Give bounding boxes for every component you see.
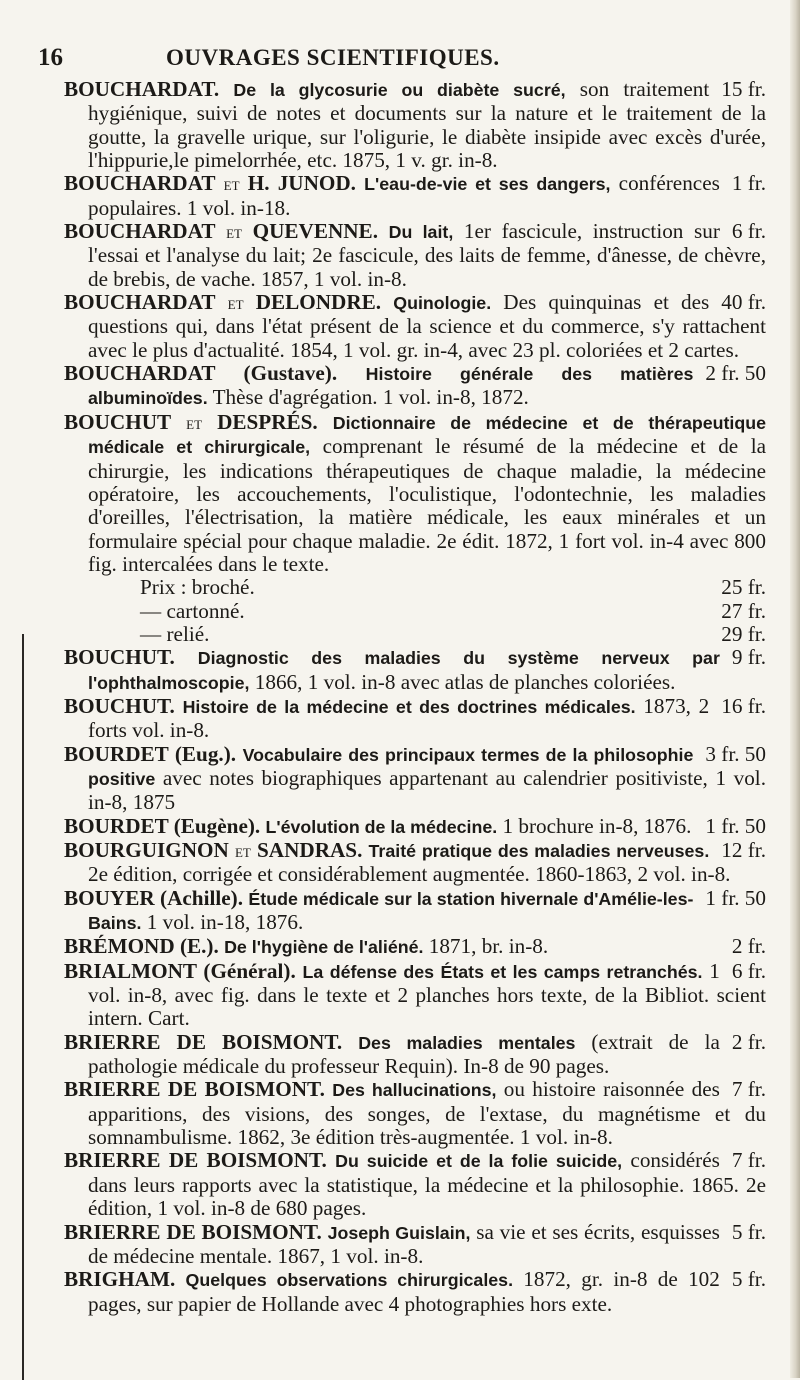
entry-title: L'évolution de la médecine.: [265, 816, 498, 837]
catalog-entry: [64, 1268, 766, 1316]
entry-price: 15 fr.: [721, 77, 766, 101]
entry-price: 5 fr.: [731, 1219, 766, 1244]
page-number: 16: [38, 44, 63, 71]
entry-title: Des hallucinations,: [332, 1080, 497, 1101]
catalog-entry: [64, 646, 766, 695]
entry-title: Histoire de la médecine et des doctrines médicales.: [182, 696, 636, 717]
entry-author: BOUCHARDAT (Gustave).: [64, 361, 338, 386]
entry-author: BRIERRE DE BOISMONT.: [64, 1219, 322, 1244]
entry-coauthor: DESPRÉS.: [217, 409, 318, 434]
entry-price: 3 fr. 50: [705, 741, 766, 766]
entry-price: 6 fr.: [731, 219, 766, 244]
entry-title: Joseph Guislain,: [327, 1222, 471, 1243]
catalog-entry: [64, 220, 766, 291]
entry-price: 5 fr.: [731, 1267, 766, 1292]
price-row: [88, 600, 766, 623]
entry-title: La défense des États et les camps retranchés.: [302, 961, 703, 982]
entry-author: BRIERRE DE BOISMONT.: [64, 1148, 327, 1173]
entry-author: BOURDET (Eug.).: [64, 741, 237, 766]
entry-author: BRIGHAM.: [64, 1267, 176, 1292]
entry-author: BOUCHARDAT.: [64, 77, 220, 101]
price-row: [88, 576, 766, 599]
entry-price: 2 fr.: [731, 934, 766, 959]
entry-author: BOUCHUT.: [64, 645, 175, 670]
catalog-entry: [64, 78, 766, 172]
catalog-entries: [64, 78, 766, 1316]
price-value: 29 fr.: [721, 621, 766, 646]
entry-title: Vocabulaire des principaux termes de la philosophie positive: [88, 744, 694, 789]
entry-title: De l'hygiène de l'aliéné.: [224, 937, 424, 958]
entry-author: BOUCHUT: [64, 409, 172, 434]
entry-description: 1871, br. in-8.: [423, 934, 549, 959]
price-label: — cartonné.: [140, 598, 245, 623]
entry-description: 2e édition, corrigée et considérablement augmentée. 1860-1863, 2 vol. in-8.: [88, 862, 731, 887]
catalog-entry: [64, 291, 766, 362]
entry-description: considérés dans leurs rapports avec la statistique, la médecine et la philosophie. 1865. 2e édition, 1 vol. in-8 de 680 pages.: [88, 1148, 766, 1221]
entry-connector: et: [223, 174, 240, 196]
entry-title: L'eau-de-vie et ses dangers,: [364, 174, 611, 195]
entry-description: 1 vol. in-18, 1876.: [141, 910, 304, 935]
price-label: Prix : broché.: [140, 575, 255, 600]
entry-title: Étude médicale sur la station hivernale d'Amélie-les-Bains.: [88, 888, 694, 934]
entry-title: De la glycosurie ou diabète sucré,: [233, 80, 566, 100]
entry-price-list: [64, 576, 766, 646]
entry-description: 1 brochure in-8, 1876.: [497, 813, 692, 838]
catalog-entry: [64, 362, 766, 411]
entry-author: BRIERRE DE BOISMONT.: [64, 1077, 325, 1102]
entry-price: 6 fr.: [731, 958, 766, 983]
entry-connector: et: [186, 412, 203, 434]
entry-title: Histoire générale des matières albuminoïdes.: [88, 364, 694, 409]
catalog-entry: [64, 743, 766, 815]
entry-author: BOUYER (Achille).: [64, 885, 244, 910]
catalog-entry: [64, 960, 766, 1031]
entry-author: BOUCHARDAT: [64, 171, 216, 196]
price-value: 25 fr.: [721, 575, 766, 600]
entry-price: 7 fr.: [731, 1077, 766, 1102]
entry-description: son traitement hygiénique, suivi de notes et documents sur la nature et le traitement de la goutte, la gravelle urique, sur l'oligurie, le diabète insipide avec excès d'urée, l'hippurie,le pimelorrhée, etc. 1875, 1 v. gr. in-8.: [88, 77, 766, 173]
margin-bracket: [22, 640, 34, 1380]
entry-description: Thèse d'agrégation. 1 vol. in-8, 1872.: [207, 385, 529, 410]
entry-description: (extrait de la pathologie médicale du professeur Requin). In-8 de 90 pages.: [88, 1029, 720, 1079]
entry-title: Des maladies mentales: [358, 1032, 576, 1053]
catalog-entry: [64, 1221, 766, 1269]
running-title: OUVRAGES SCIENTIFIQUES.: [166, 45, 500, 70]
entry-coauthor: H. JUNOD.: [247, 171, 356, 196]
entry-price: 7 fr.: [731, 1148, 766, 1173]
entry-price: 1 fr. 50: [705, 885, 766, 910]
catalog-entry: [64, 695, 766, 743]
entry-author: BOURGUIGNON: [64, 838, 229, 862]
catalog-entry: [64, 935, 766, 959]
entry-author: BOUCHUT.: [64, 693, 175, 718]
entry-author: BOUCHARDAT: [64, 219, 216, 244]
page-header: [38, 44, 766, 72]
entry-title: Diagnostic des maladies du système nerveux par l'ophthalmoscopie,: [88, 648, 720, 693]
catalog-entry: [64, 1149, 766, 1220]
entry-connector: et: [227, 293, 244, 315]
entry-author: BRIERRE DE BOISMONT.: [64, 1029, 343, 1054]
entry-description: 1872, gr. in-8 de 102 pages, sur papier de Hollande avec 4 photographies hors exte.: [88, 1267, 720, 1316]
page-edge: [790, 0, 800, 1378]
entry-price: 16 fr.: [721, 693, 766, 718]
entry-author: BOURDET (Eugène).: [64, 813, 261, 838]
entry-connector: et: [226, 222, 242, 244]
entry-title: Quinologie.: [393, 293, 492, 314]
catalog-entry: [64, 887, 766, 936]
catalog-entry: [64, 172, 766, 220]
entry-description: comprenant le résumé de la médecine et de la chirurgie, les indications thérapeutiques de chaque maladie, la médecine opératoire, les accouchements, l'oculistique, l'odontechnie, les maladies d'oreilles, l'électrisation, la matière médicale, les eaux minérales et un formulaire spécial pour chaque maladie. 2e édit. 1872, 1 fort vol. in-4 avec 800 fig. intercalées dans le texte.: [88, 434, 766, 576]
entry-description: 1er fascicule, instruction sur l'essai et l'analyse du lait; 2e fascicule, des laits de femme, d'ânesse, de chèvre, de brebis, de vache. 1857, 1 vol. in-8.: [88, 219, 766, 291]
entry-coauthor: DELONDRE.: [255, 290, 382, 315]
entry-title: Traité pratique des maladies nerveuses.: [368, 841, 710, 861]
entry-description: ou histoire raisonnée des apparitions, des visions, des songes, de l'extase, du magnétisme et du somnambulisme. 1862, 3e édition très-augmentée. 1 vol. in-8.: [88, 1077, 766, 1150]
entry-title: Dictionnaire de médecine et de thérapeutique médicale et chirurgicale,: [88, 412, 767, 458]
entry-author: BRIALMONT (Général).: [64, 958, 296, 983]
entry-author: BRÉMOND (E.).: [64, 934, 219, 959]
catalog-entry: [64, 1031, 766, 1079]
entry-coauthor: SANDRAS.: [257, 838, 363, 862]
catalog-entry: [64, 839, 766, 887]
price-value: 27 fr.: [721, 598, 766, 623]
entry-coauthor: QUEVENNE.: [252, 219, 378, 244]
entry-price: 2 fr.: [731, 1029, 766, 1054]
entry-price: 40 fr.: [721, 290, 766, 315]
entry-price: 1 fr. 50: [705, 813, 766, 838]
entry-connector: et: [234, 841, 251, 862]
entry-title: Du lait,: [388, 222, 454, 243]
entry-price: 1 fr.: [731, 171, 766, 196]
entry-description: avec notes biographiques appartenant au calendrier positiviste, 1 vol. in-8, 1875: [88, 765, 766, 815]
entry-title: Du suicide et de la folie suicide,: [335, 1151, 623, 1172]
entry-title: Quelques observations chirurgicales.: [185, 1270, 514, 1291]
entry-description: 1866, 1 vol. in-8 avec atlas de planches coloriées.: [249, 669, 676, 694]
entry-description: conférences populaires. 1 vol. in-18.: [88, 171, 720, 220]
catalog-entry: [64, 815, 766, 839]
price-row: [88, 623, 766, 646]
entry-description: sa vie et ses écrits, esquisses de médecine mentale. 1867, 1 vol. in-8.: [88, 1219, 720, 1268]
entry-price: 9 fr.: [731, 645, 766, 670]
price-label: — relié.: [140, 621, 210, 646]
catalog-entry: [64, 411, 766, 576]
entry-description: 1873, 2 forts vol. in-8.: [88, 693, 710, 743]
entry-price: 2 fr. 50: [705, 361, 766, 386]
entry-description: Des quinquinas et des questions qui, dans l'état présent de la science et du commerce, s'y rattachent avec le plus d'actualité. 1854, 1 vol. gr. in-4, avec 23 pl. coloriées et 2 cartes.: [88, 290, 766, 362]
entry-description: 1 vol. in-8, avec fig. dans le texte et 2 planches hors texte, de la Bibliot. scient intern. Cart.: [88, 958, 766, 1031]
entry-author: BOUCHARDAT: [64, 290, 216, 315]
entry-price: 12 fr.: [721, 838, 766, 862]
catalog-entry: [64, 1078, 766, 1149]
